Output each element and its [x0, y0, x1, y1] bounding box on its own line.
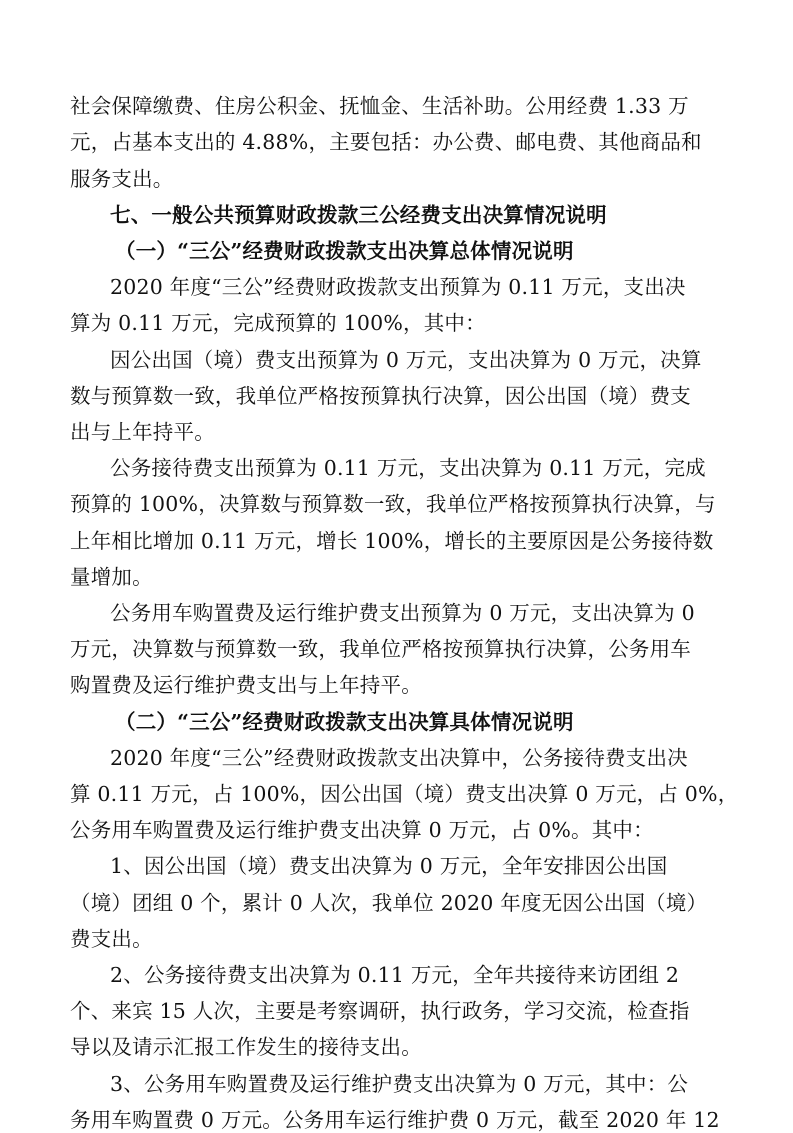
- body-text-line: 公务接待费支出预算为 0.11 万元，支出决算为 0.11 万元，完成: [110, 456, 706, 480]
- body-text-line: 出与上年持平。: [70, 420, 215, 444]
- body-text-line: 上年相比增加 0.11 万元，增长 100%，增长的主要原因是公务接待数: [70, 529, 714, 553]
- body-text-line: 元，占基本支出的 4.88%，主要包括：办公费、邮电费、其他商品和: [70, 130, 702, 154]
- body-text-line: 算为 0.11 万元，完成预算的 100%，其中：: [70, 311, 486, 335]
- body-text-line: 购置费及运行维护费支出与上年持平。: [70, 673, 422, 697]
- body-text-line: 1、因公出国（境）费支出决算为 0 万元，全年安排因公出国: [110, 854, 668, 878]
- body-text-line: 费支出。: [70, 927, 153, 951]
- body-text-line: 预算的 100%，决算数与预算数一致，我单位严格按预算执行决算，与: [70, 492, 716, 516]
- body-text-line: 服务支出。: [70, 167, 174, 191]
- subsection-heading: （一）“三公”经费财政拨款支出决算总体情况说明: [115, 239, 574, 263]
- body-text-line: 个、来宾 15 人次，主要是考察调研，执行政务，学习交流，检查指: [70, 999, 690, 1023]
- body-text-line: 量增加。: [70, 565, 153, 589]
- body-text-line: 社会保障缴费、住房公积金、抚恤金、生活补助。公用经费 1.33 万: [70, 94, 689, 118]
- body-text-line: 2020 年度“三公”经费财政拨款支出预算为 0.11 万元，支出决: [110, 275, 686, 299]
- body-text-line: 算 0.11 万元，占 100%，因公出国（境）费支出决算 0 万元，占 0%，: [70, 782, 739, 806]
- body-text-line: 2、公务接待费支出决算为 0.11 万元，全年共接待来访团组 2: [110, 963, 680, 987]
- body-text-line: 数与预算数一致，我单位严格按预算执行决算，因公出国（境）费支: [70, 384, 691, 408]
- body-text-line: 公务用车购置费及运行维护费支出决算 0 万元，占 0%。其中：: [70, 818, 654, 842]
- body-text-line: 务用车购置费 0 万元。公务用车运行维护费 0 万元，截至 2020 年 12: [70, 1108, 720, 1132]
- body-text-line: 2020 年度“三公”经费财政拨款支出决算中，公务接待费支出决: [110, 746, 688, 770]
- body-text-line: 因公出国（境）费支出预算为 0 万元，支出决算为 0 万元，决算: [110, 348, 702, 372]
- subsection-heading: （二）“三公”经费财政拨款支出决算具体情况说明: [115, 710, 574, 734]
- section-heading: 七、一般公共预算财政拨款三公经费支出决算情况说明: [110, 203, 607, 227]
- body-text-line: （境）团组 0 个，累计 0 人次，我单位 2020 年度无因公出国（境）: [70, 891, 708, 915]
- body-text-line: 3、公务用车购置费及运行维护费支出决算为 0 万元，其中：公: [110, 1072, 689, 1096]
- body-text-line: 导以及请示汇报工作发生的接待支出。: [70, 1035, 422, 1059]
- body-text-line: 公务用车购置费及运行维护费支出预算为 0 万元，支出决算为 0: [110, 601, 695, 625]
- body-text-line: 万元，决算数与预算数一致，我单位严格按预算执行决算，公务用车: [70, 637, 691, 661]
